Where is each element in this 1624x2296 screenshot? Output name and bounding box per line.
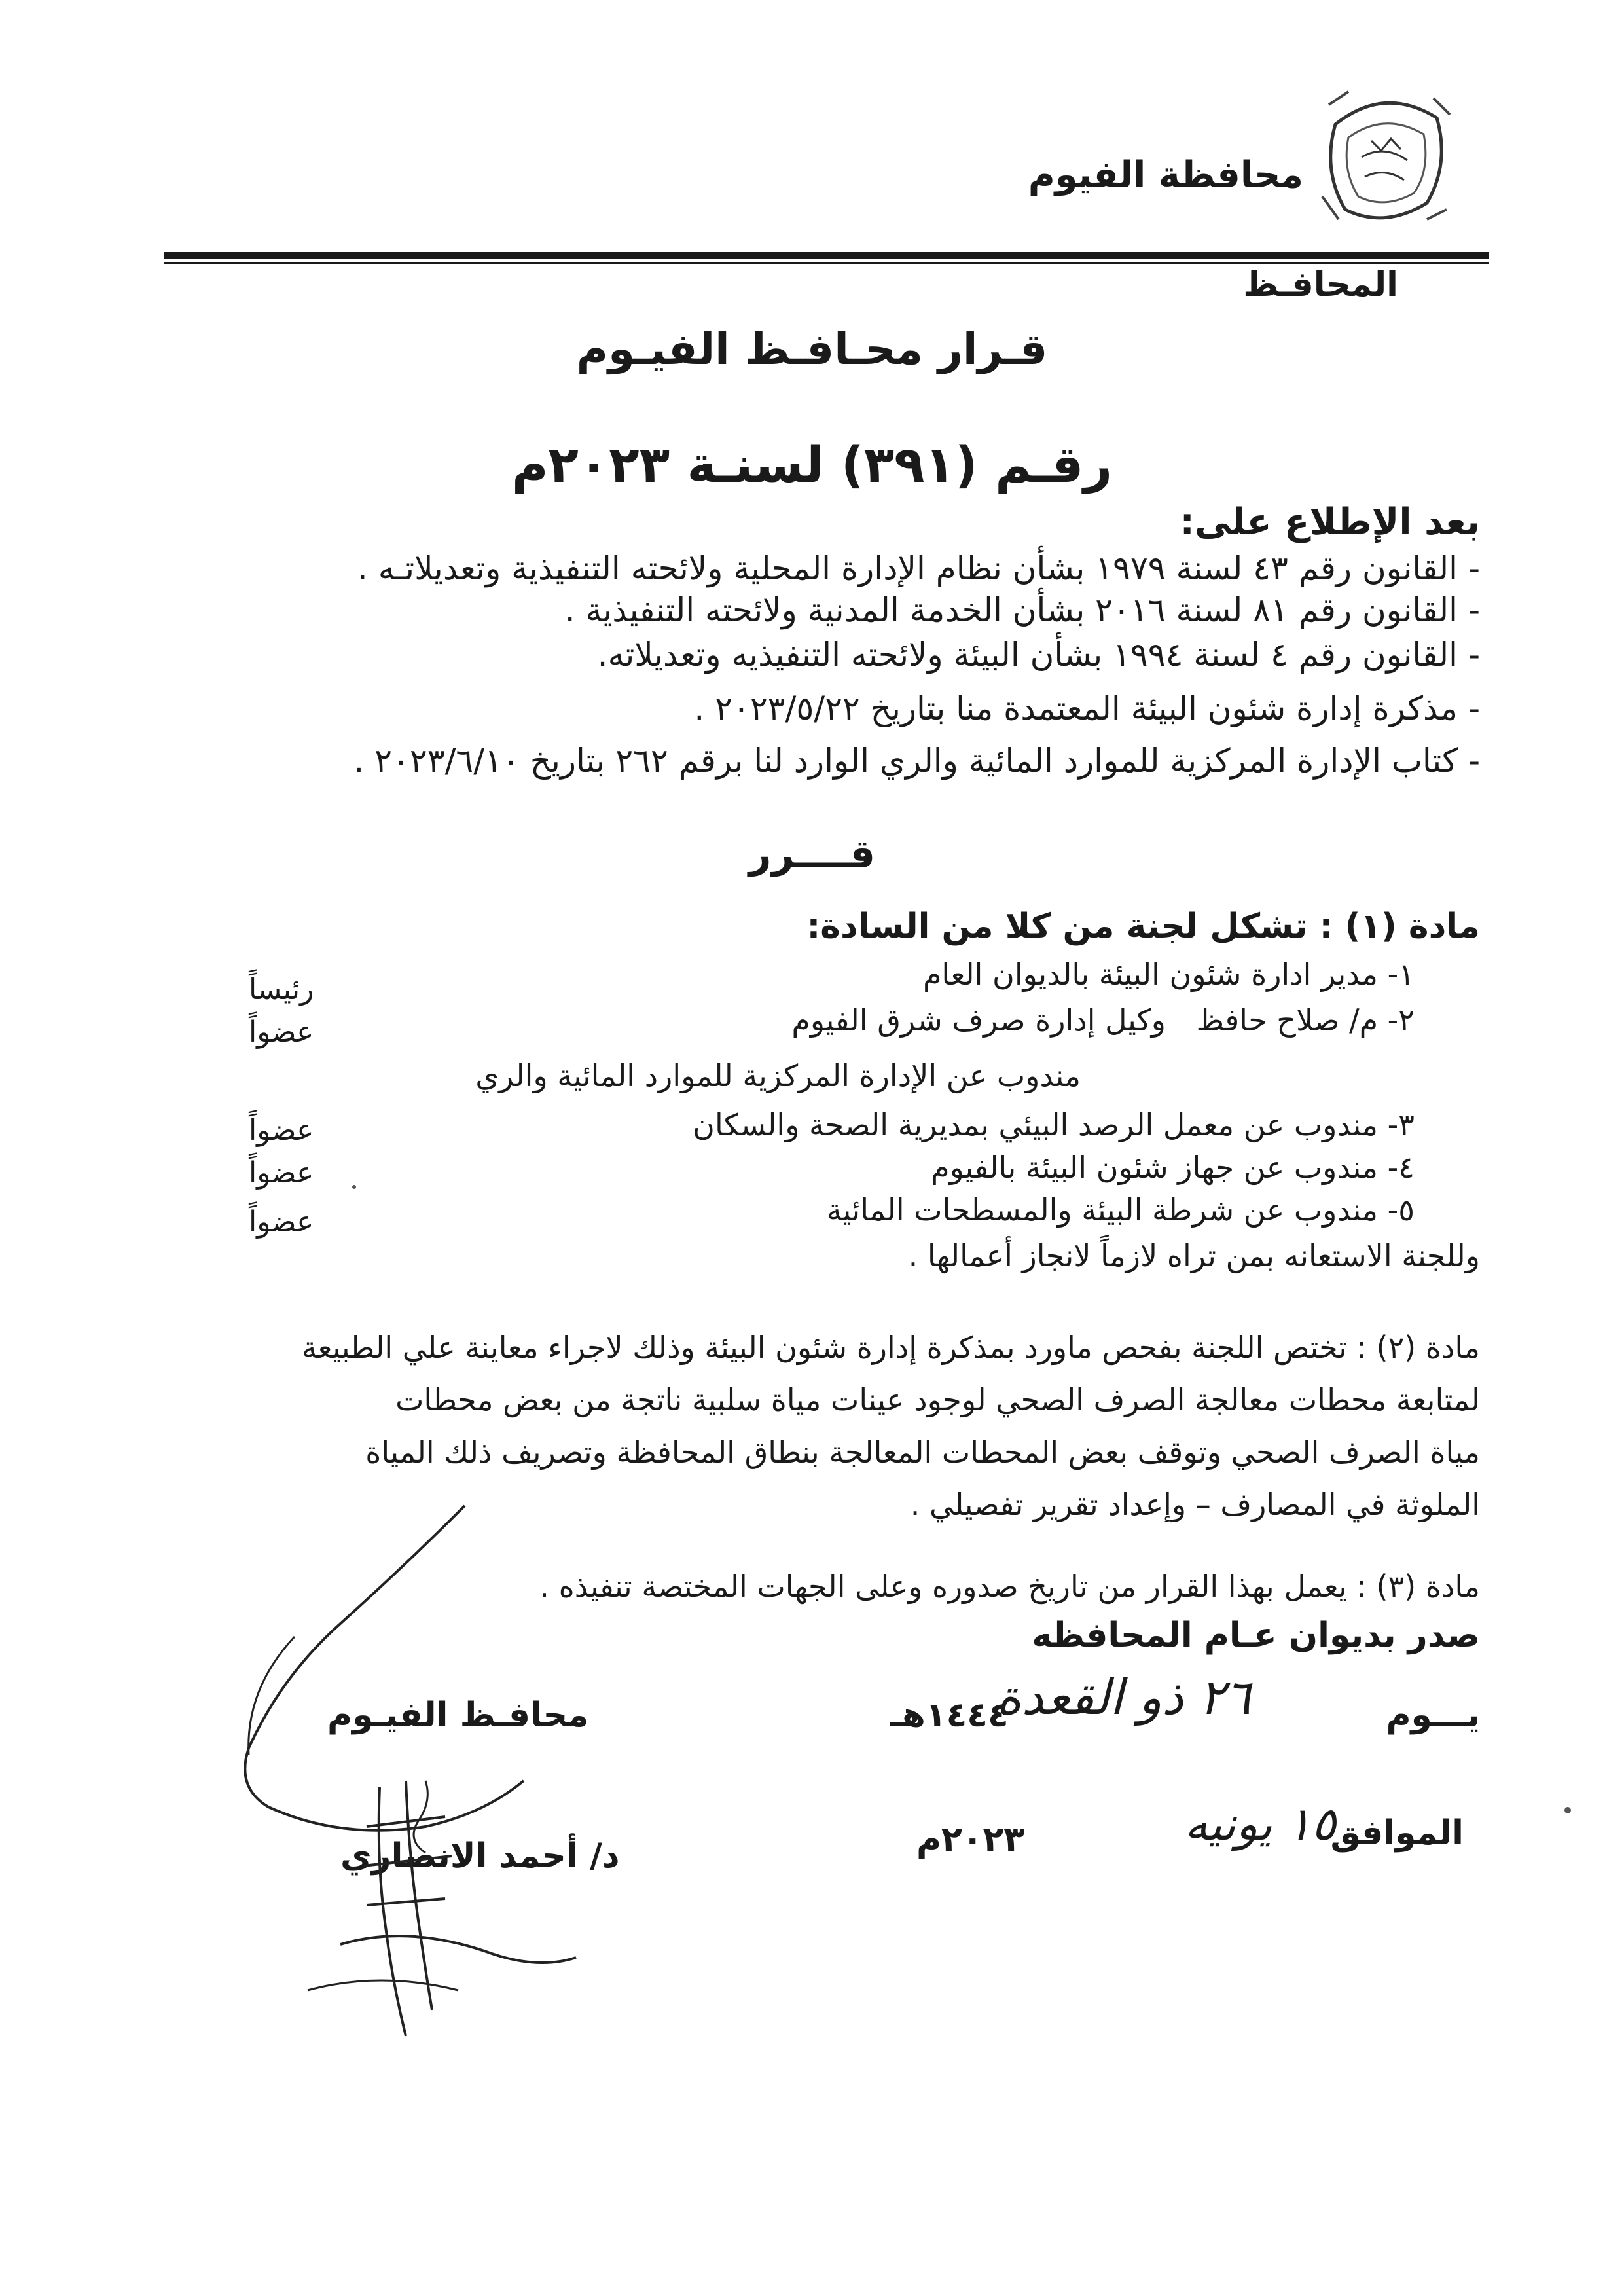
issued-line: صدر بديوان عـام المحافظه	[1032, 1616, 1480, 1655]
preamble-item: - كتاب الإدارة المركزية للموارد المائية والري الوارد لنا برقم ٢٦٢ بتاريخ ٢٠٢٣/٦/١٠ .	[353, 742, 1480, 780]
preamble-item: - القانون رقم ٤٣ لسنة ١٩٧٩ بشأن نظام الإدارة المحلية ولائحته التنفيذية وتعديلاتـه .	[357, 549, 1480, 587]
hijri-day-label: يـــوم	[1386, 1696, 1480, 1735]
signatory-title: محافـظ الفيـوم	[327, 1696, 589, 1735]
signature	[209, 1473, 668, 2062]
article1-heading: مادة (١) : تشكل لجنة من كلا من السادة:	[806, 907, 1480, 946]
member-5-role: عضواً	[249, 1205, 314, 1239]
article2-line-4: الملوثة في المصارف – وإعداد تقرير تفصيلي .	[910, 1487, 1480, 1522]
article2-line-1: مادة (٢) : تختص اللجنة بفحص ماورد بمذكرة إدارة شئون البيئة وذلك لاجراء معاينة علي الطبيعة	[301, 1330, 1480, 1365]
hijri-year: ١٤٤٤هـ	[890, 1696, 1009, 1735]
signatory-name: د/ أحمد الانصاري	[340, 1836, 620, 1876]
member-1-role: رئيساً	[249, 973, 314, 1006]
gregorian-label: الموافق	[1330, 1813, 1464, 1853]
committee-closing: وللجنة الاستعانه بمن تراه لازماً لانجاز أعمالها .	[908, 1238, 1480, 1273]
header-rule	[164, 252, 1489, 259]
preamble-item: - مذكرة إدارة شئون البيئة المعتمدة منا بتاريخ ٢٠٢٣/٥/٢٢ .	[694, 689, 1480, 727]
preamble-item: - القانون رقم ٨١ لسنة ٢٠١٦ بشأن الخدمة المدنية ولائحته التنفيذية .	[564, 591, 1480, 629]
article2-line-2: لمتابعة محطات معالجة الصرف الصحي لوجود عينات مياة سلبية ناتجة من بعض محطات	[395, 1382, 1480, 1417]
header-rule-thin	[164, 262, 1489, 264]
decides-heading: قــــرر	[748, 831, 876, 877]
member-4-role: عضواً	[249, 1156, 314, 1190]
gregorian-year: ٢٠٢٣م	[916, 1820, 1025, 1859]
article3: مادة (٣) : يعمل بهذا القرار من تاريخ صدوره وعلى الجهات المختصة تنفيذه .	[539, 1569, 1480, 1604]
member-2-title: وكيل إدارة صرف شرق الفيوم	[791, 1002, 1166, 1038]
governorate-name: محافظة الفيوم	[1028, 154, 1303, 196]
member-3: ٣- مندوب عن معمل الرصد البيئي بمديرية الصحة والسكان	[693, 1107, 1415, 1142]
gregorian-handwritten-date: ١٥ يونيه	[1184, 1797, 1336, 1851]
scan-mark	[352, 1185, 356, 1189]
member-4: ٤- مندوب عن جهاز شئون البيئة بالفيوم	[931, 1150, 1415, 1185]
member-2-subtitle: مندوب عن الإدارة المركزية للموارد المائية والري	[475, 1058, 1081, 1093]
preamble-heading: بعد الإطلاع على:	[1180, 501, 1480, 543]
member-2: ٢- م/ صلاح حافظ	[1196, 1002, 1415, 1038]
member-1: ١- مدير ادارة شئون البيئة بالديوان العام	[922, 957, 1415, 992]
hijri-handwritten-date: ٢٦ ذو القعدة	[996, 1669, 1251, 1726]
preamble-item: - القانون رقم ٤ لسنة ١٩٩٤ بشأن البيئة ولائحته التنفيذيه وتعديلاته.	[597, 636, 1480, 674]
decision-number: رقـم (٣٩١) لسنـة ٢٠٢٣م	[511, 435, 1113, 494]
member-3-role: عضواً	[249, 1114, 314, 1147]
decision-title: قـرار محـافـظ الفيـوم	[576, 324, 1048, 374]
office-title: المحافـظ	[1243, 265, 1398, 304]
article2-line-3: مياة الصرف الصحي وتوقف بعض المحطات المعالجة بنطاق المحافظة وتصريف ذلك المياة	[365, 1434, 1480, 1470]
governorate-seal	[1309, 79, 1460, 236]
member-5: ٥- مندوب عن شرطة البيئة والمسطحات المائية	[826, 1192, 1415, 1228]
scan-mark	[1564, 1807, 1571, 1813]
member-2-role: عضواً	[249, 1015, 314, 1049]
